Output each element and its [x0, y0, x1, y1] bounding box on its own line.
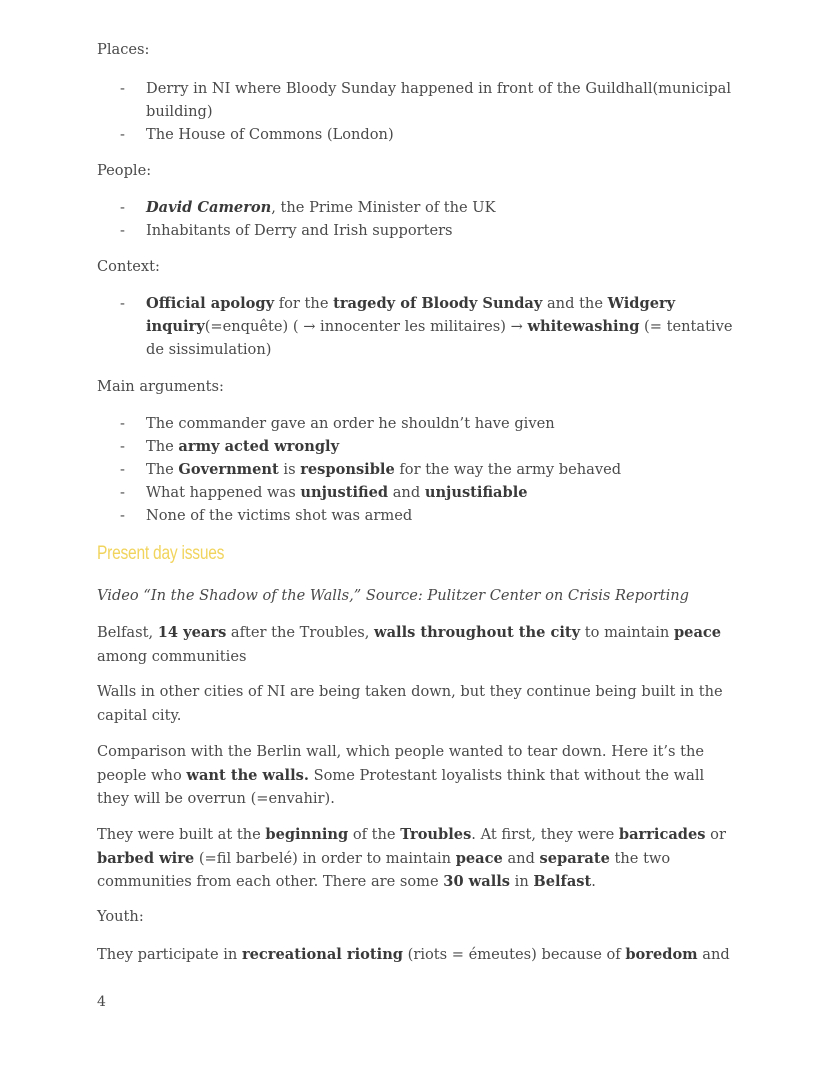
text-run: (=enquête) ( → innocenter les militaires) →: [204, 318, 528, 335]
bold-text: responsible: [300, 461, 395, 478]
text-run: (riots = émeutes) because of: [403, 946, 626, 963]
text-run: What happened was: [146, 484, 301, 501]
text-run: for the: [274, 295, 334, 312]
paragraph-walls-other-cities: [97, 680, 737, 727]
text-run: after the Troubles,: [226, 624, 374, 641]
people-label: People:: [97, 162, 152, 179]
bold-text: Official apology: [146, 295, 275, 312]
list-item: [97, 196, 737, 219]
video-source: Video “In the Shadow of the Walls,” Source: Pulitzer Center on Crisis Reporting: [97, 587, 689, 604]
bullet-dash: -: [120, 507, 125, 524]
text-run: Inhabitants of Derry and Irish supporters: [146, 222, 453, 239]
list-item: [97, 458, 737, 481]
text-run: Comparison with the Berlin wall, which people wanted to tear down. Here it’s the people who: [97, 743, 705, 784]
main-arguments-label: Main arguments:: [97, 378, 224, 395]
text-run: the two communities from each other. There are some: [97, 849, 671, 890]
bold-text: peace: [455, 849, 503, 867]
text-run: to maintain: [580, 624, 674, 641]
bullet-dash: -: [120, 295, 125, 312]
text-run: and the: [542, 295, 608, 312]
text-run: (=fil barbelé) in order to maintain: [194, 849, 456, 867]
list-item: [97, 481, 737, 504]
text-run: Walls in other cities of NI are being taken down, but they continue being built in the capital city.: [97, 683, 723, 724]
list-item: [97, 77, 737, 123]
bold-text: tragedy of Bloody Sunday: [333, 295, 543, 312]
bold-text: recreational rioting: [241, 946, 404, 963]
text-run: None of the victims shot was armed: [146, 507, 413, 524]
text-run: of the: [348, 826, 401, 843]
bold-text: whitewashing: [527, 318, 640, 335]
text-run: The: [146, 461, 179, 478]
bold-text: Troubles: [400, 826, 472, 843]
text-run: .: [591, 873, 596, 890]
bold-text: barricades: [618, 826, 706, 843]
context-label: Context:: [97, 258, 160, 275]
text-run: Some Protestant loyalists think that without the wall they will be overrun (=envahir).: [97, 766, 705, 807]
list-item: [97, 219, 737, 242]
bullet-dash: -: [120, 484, 125, 501]
bold-text: David Cameron: [146, 199, 272, 216]
page-number: 4: [97, 994, 106, 1010]
bold-text: separate: [539, 849, 610, 867]
bold-text: want the walls.: [186, 766, 309, 784]
text-run: , the Prime Minister of the UK: [271, 199, 496, 216]
places-list: [97, 77, 737, 146]
bullet-dash: -: [120, 199, 125, 216]
text-run: Derry in NI where Bloody Sunday happened in front of the Guildhall(municipal building): [146, 80, 732, 120]
paragraph-youth: [97, 943, 737, 967]
bold-text: Widgery inquiry: [146, 295, 676, 335]
text-run: . At first, they were: [471, 826, 619, 843]
bold-text: 30 walls: [443, 873, 511, 890]
text-run: and: [502, 849, 540, 867]
text-run: in: [510, 873, 534, 890]
list-item: [97, 292, 737, 361]
bold-text: boredom: [625, 946, 698, 963]
list-item: [97, 123, 737, 146]
bold-text: peace: [673, 624, 722, 641]
bold-text: walls throughout the city: [374, 624, 581, 641]
bullet-dash: -: [120, 461, 125, 478]
bold-text: beginning: [265, 826, 349, 843]
text-run: They were built at the: [97, 826, 266, 843]
paragraph-belfast: [97, 621, 737, 668]
paragraph-walls-history: [97, 823, 737, 894]
bullet-dash: -: [120, 438, 125, 455]
bold-text: unjustifiable: [424, 484, 528, 501]
main-arguments-list: [97, 412, 737, 527]
section-heading-present-day-issues: Present day issues: [97, 543, 225, 564]
text-run: They participate in: [97, 946, 242, 963]
list-item: [97, 412, 737, 435]
context-list: [97, 292, 737, 361]
text-run: for the way the army behaved: [394, 461, 622, 478]
text-run: is: [278, 461, 301, 478]
text-run: The: [146, 438, 179, 455]
bold-text: Belfast: [533, 873, 592, 890]
text-run: and: [388, 484, 425, 501]
people-list: [97, 196, 737, 242]
text-run: The commander gave an order he shouldn’t have given: [146, 415, 555, 432]
bold-text: 14 years: [157, 624, 227, 641]
list-item: [97, 435, 737, 458]
text-run: or: [705, 826, 726, 843]
bold-text: barbed wire: [97, 849, 195, 867]
bold-text: army acted wrongly: [178, 438, 340, 455]
bullet-dash: -: [120, 222, 125, 239]
places-label: Places:: [97, 41, 150, 58]
text-run: and: [697, 946, 730, 963]
bullet-dash: -: [120, 80, 125, 97]
paragraph-berlin-wall: [97, 740, 737, 811]
text-run: (= tentative de sissimulation): [146, 318, 733, 358]
bullet-dash: -: [120, 126, 125, 143]
text-run: Belfast,: [97, 624, 158, 641]
bullet-dash: -: [120, 415, 125, 432]
bold-text: unjustified: [300, 484, 389, 501]
bold-text: Government: [178, 461, 279, 478]
text-run: among communities: [97, 647, 247, 665]
list-item: [97, 504, 737, 527]
youth-label: Youth:: [97, 908, 144, 925]
text-run: The House of Commons (London): [146, 126, 394, 143]
